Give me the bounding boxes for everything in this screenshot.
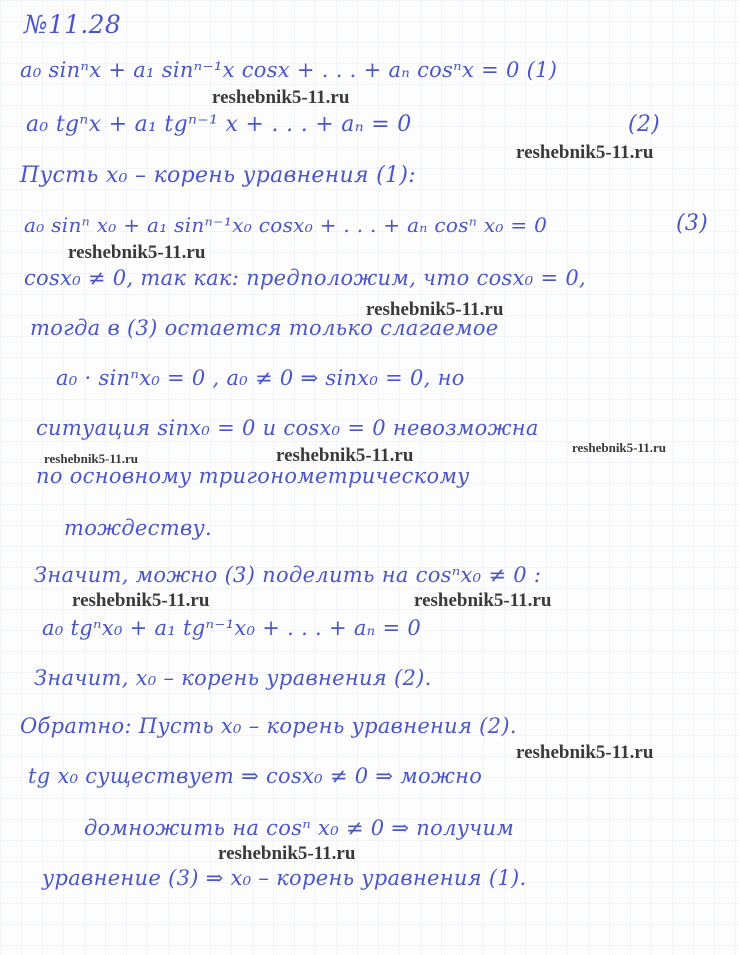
equation-1: a₀ sinⁿx + a₁ sinⁿ⁻¹x cosx + . . . + aₙ cosⁿx = 0 (1) xyxy=(20,58,558,82)
watermark: reshebnik5-11.ru xyxy=(72,590,210,611)
text-line-tg-exists: tg x₀ существует ⇒ cosx₀ ≠ 0 ⇒ можно xyxy=(28,764,483,788)
equation-2-number: (2) xyxy=(628,112,661,137)
watermark: reshebnik5-11.ru xyxy=(366,299,504,320)
watermark: reshebnik5-11.ru xyxy=(212,87,350,108)
equation-3: a₀ sinⁿ x₀ + a₁ sinⁿ⁻¹x₀ cosx₀ + . . . + aₙ cosⁿ x₀ = 0 xyxy=(24,213,548,237)
watermark: reshebnik5-11.ru xyxy=(276,445,414,466)
problem-number: №11.28 xyxy=(24,10,122,39)
text-line-root-2: Значит, x₀ – корень уравнения (2). xyxy=(34,666,432,690)
watermark: reshebnik5-11.ru xyxy=(414,590,552,611)
watermark: reshebnik5-11.ru xyxy=(572,440,667,455)
equation-2: a₀ tgⁿx + a₁ tgⁿ⁻¹ x + . . . + aₙ = 0 xyxy=(26,112,412,137)
text-line-situation: ситуация sinx₀ = 0 и cosx₀ = 0 невозможна xyxy=(36,416,539,440)
text-line-basic: по основному тригонометрическому xyxy=(36,464,470,488)
watermark: reshebnik5-11.ru xyxy=(516,742,654,763)
text-line-cos-nonzero: cosx₀ ≠ 0, так как: предположим, что cosx₀ = 0, xyxy=(24,266,586,290)
watermark: reshebnik5-11.ru xyxy=(516,142,654,163)
watermark: reshebnik5-11.ru xyxy=(68,242,206,263)
text-line-multiply: домножить на cosⁿ x₀ ≠ 0 ⇒ получим xyxy=(84,816,515,840)
text-line-equation-3-root: уравнение (3) ⇒ x₀ – корень уравнения (1). xyxy=(42,866,527,890)
watermark: reshebnik5-11.ru xyxy=(44,451,139,466)
text-line-conversely: Обратно: Пусть x₀ – корень уравнения (2). xyxy=(20,714,517,738)
text-line-a0-sin: a₀ · sinⁿx₀ = 0 , a₀ ≠ 0 ⇒ sinx₀ = 0, но xyxy=(56,366,465,390)
text-line-then: тогда в (3) остается только слагаемое xyxy=(30,316,499,340)
text-line-suppose: Пусть x₀ – корень уравнения (1): xyxy=(20,163,416,188)
equation-tg-x0: a₀ tgⁿx₀ + a₁ tgⁿ⁻¹x₀ + . . . + aₙ = 0 xyxy=(42,616,421,640)
equation-3-number: (3) xyxy=(676,211,709,236)
text-line-divide: Значит, можно (3) поделить на cosⁿx₀ ≠ 0 : xyxy=(34,563,542,587)
watermark: reshebnik5-11.ru xyxy=(218,843,356,864)
text-line-identity: тождеству. xyxy=(64,516,212,540)
